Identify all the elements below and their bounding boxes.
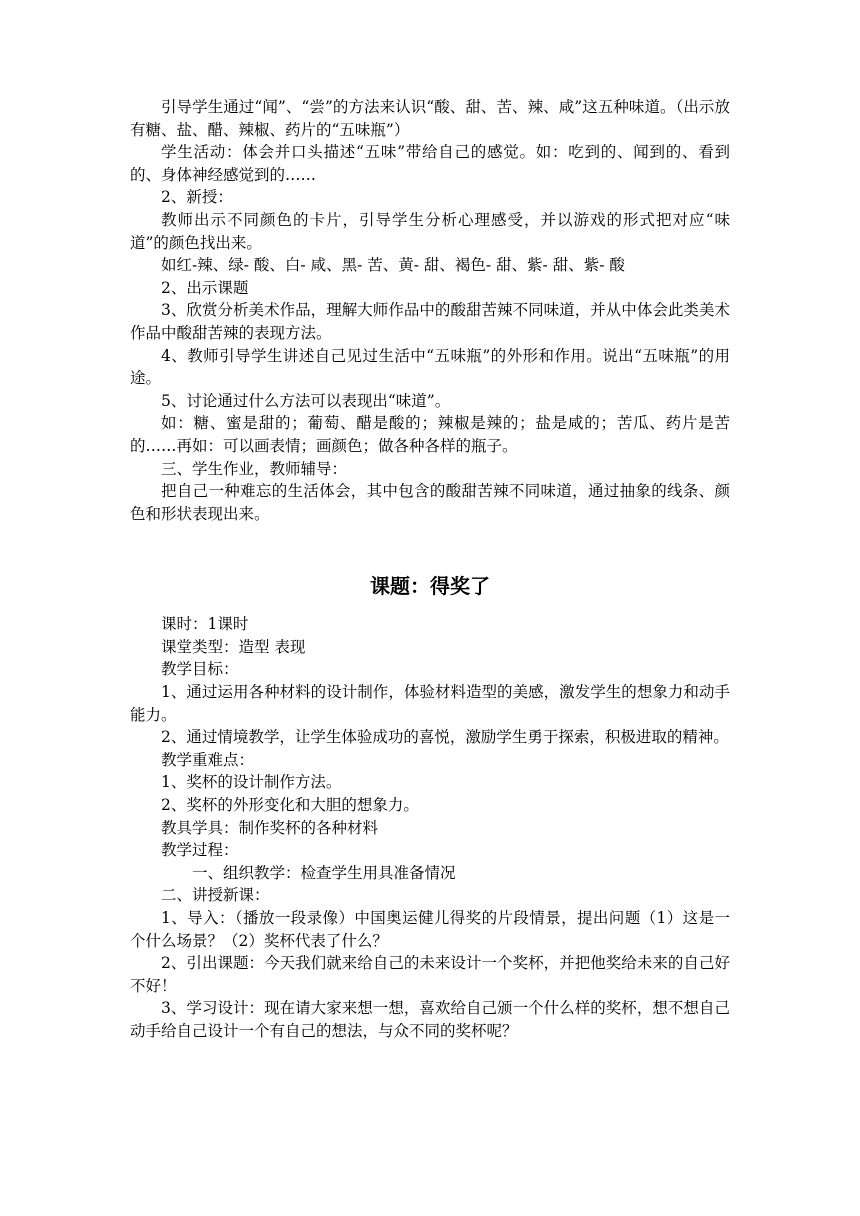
paragraph: 1、奖杯的设计制作方法。 (161, 773, 342, 792)
paragraph: 2、通过情境教学，让学生体验成功的喜悦，激励学生勇于探索，积极进取的精神。 (161, 728, 729, 747)
paragraph: 教师出示不同颜色的卡片，引导学生分析心理感受，并以游戏的形式把对应“味道”的颜色找出来。 (130, 210, 730, 252)
paragraph: 如：糖、蜜是甜的；葡萄、醋是酸的；辣椒是辣的；盐是咸的；苦瓜、药片是苦的……再如：可以画表情；画颜色；做各种各样的瓶子。 (130, 414, 730, 455)
paragraph: 1、导入：（播放一段录像）中国奥运健儿得奖的片段情景，提出问题（1）这是一个什么场景？（2）奖杯代表了什么？ (130, 909, 730, 950)
paragraph: 2、出示课题 (161, 278, 249, 297)
paragraph: 教学过程： (161, 841, 239, 860)
paragraph: 把自己一种难忘的生活体会，其中包含的酸甜苦辣不同味道，通过抽象的线条、颜色和形状表现出来。 (130, 482, 730, 523)
paragraph: 3、欣赏分析美术作品，理解大师作品中的酸甜苦辣不同味道，并从中体会此类美术作品中酸甜苦辣的表现方法。 (130, 301, 730, 342)
paragraph: 教学目标： (161, 660, 239, 679)
paragraph: 课堂类型：造型 表现 (161, 637, 306, 656)
paragraph: 2、奖杯的外形变化和大胆的想象力。 (161, 796, 419, 815)
paragraph: 4、教师引导学生讲述自己见过生活中“五味瓶”的外形和作用。说出“五味瓶”的用途。 (130, 346, 730, 388)
paragraph: 二、讲授新课： (161, 886, 270, 905)
lesson-section-award (130, 571, 730, 1042)
paragraph: 三、学生作业，教师辅导： (161, 459, 348, 478)
document-page (130, 96, 730, 1043)
paragraph: 3、学习设计：现在请大家来想一想，喜欢给自己颁一个什么样的奖杯，想不想自己动手给自己设计一个有自己的想法，与众不同的奖杯呢？ (130, 999, 730, 1040)
paragraph: 学生活动：体会并口头描述“五味”带给自己的感觉。如：吃到的、闻到的、看到的、身体神经感觉到的…… (130, 143, 730, 184)
section-gap (130, 525, 730, 571)
paragraph: 2、引出课题：今天我们就来给自己的未来设计一个奖杯，并把他奖给未来的自己好不好！ (130, 954, 730, 995)
paragraph: 课时：1课时 (161, 615, 249, 634)
paragraph: 教具学具：制作奖杯的各种材料 (161, 818, 379, 837)
paragraph: 教学重难点： (161, 750, 255, 769)
paragraph: 一、组织教学：检查学生用具准备情况 (192, 863, 456, 882)
lesson-section-five-flavors (130, 96, 730, 525)
paragraph: 5、讨论通过什么方法可以表现出“味道”。 (161, 391, 451, 410)
paragraph: 如红-辣、绿- 酸、白- 咸、黑- 苦、黄- 甜、褐色- 甜、紫- 甜、紫- 酸 (161, 256, 625, 275)
paragraph: 2、新授： (161, 188, 233, 207)
paragraph: 引导学生通过“闻”、“尝”的方法来认识“酸、甜、苦、辣、咸”这五种味道。（出示放有糖、盐、醋、辣椒、药片的“五味瓶”） (130, 98, 730, 139)
lesson-title: 课题：得奖了 (370, 574, 490, 599)
paragraph: 1、通过运用各种材料的设计制作，体验材料造型的美感，激发学生的想象力和动手能力。 (130, 683, 730, 724)
